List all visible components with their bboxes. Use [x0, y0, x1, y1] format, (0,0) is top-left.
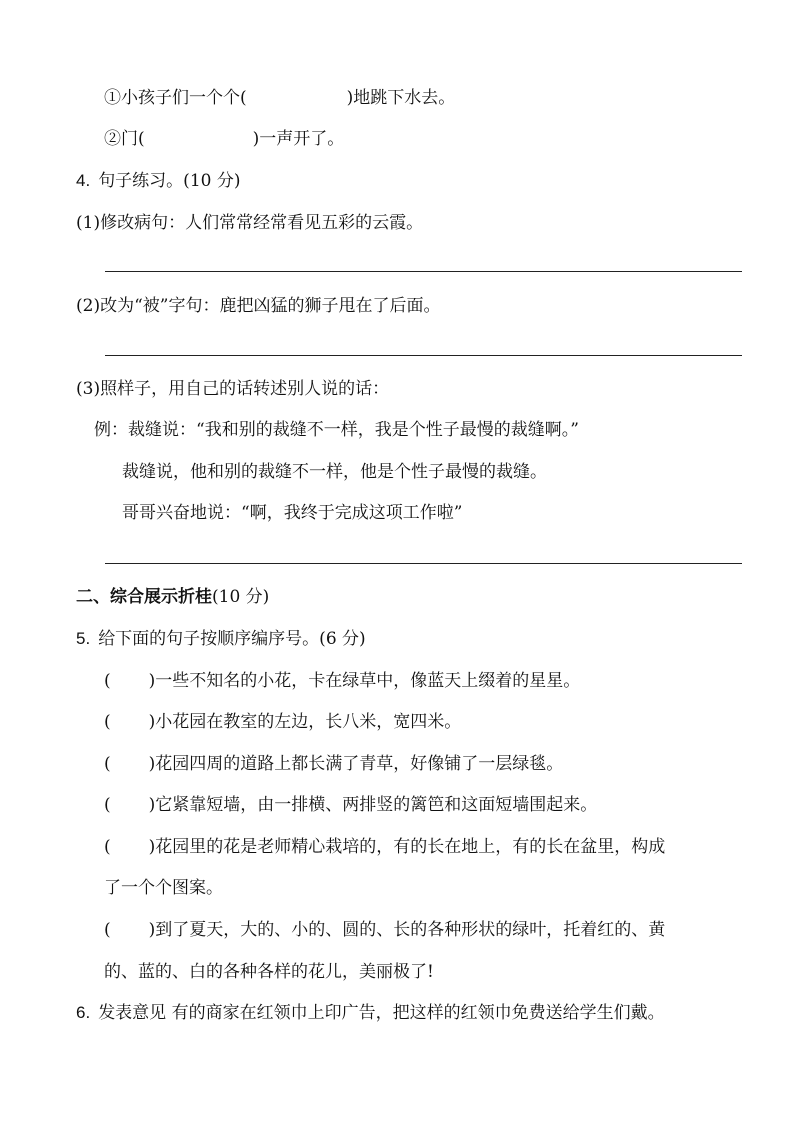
q5-item-4-open-paren: ( — [104, 795, 111, 815]
section-2-score: (10 分) — [212, 587, 270, 607]
q4-example: 例：裁缝说：“我和别的裁缝不一样，我是个性子最慢的裁缝啊。” — [94, 420, 579, 440]
q5-item-1 — [104, 670, 580, 692]
q5-title: 给下面的句子按顺序编序号。(6 分) — [98, 629, 366, 649]
q5-item-2-close-paren: ) — [148, 712, 156, 732]
q3-line-2-pre: ②门( — [104, 129, 145, 149]
q4-part3-answer-line[interactable] — [105, 563, 742, 564]
q4-part3: (3)照样子，用自己的话转述别人说的话： — [76, 379, 390, 399]
q4-part1-answer-line[interactable] — [105, 271, 742, 272]
q5-item-5-text: 花园里的花是老师精心栽培的，有的长在地上，有的长在盆里，构成 — [155, 837, 666, 857]
q3-line-1-pre: ①小孩子们一个个( — [104, 88, 247, 108]
q5-item-3-close-paren: ) — [148, 754, 156, 774]
q5-item-4-close-paren: ) — [148, 795, 156, 815]
section-2-title: 二、综合展示折桂 — [76, 587, 212, 607]
section-2-heading — [76, 586, 269, 608]
q4-number: 4. — [76, 171, 91, 190]
q5-item-3 — [104, 753, 563, 775]
q5-item-3-open-paren: ( — [104, 754, 111, 774]
q3-line-1-post: )地跳下水去。 — [346, 88, 456, 108]
q4-prompt: 哥哥兴奋地说：“啊，我终于完成这项工作啦” — [122, 503, 463, 523]
q5-item-2 — [104, 711, 461, 733]
q4-part2-answer-line[interactable] — [105, 355, 742, 356]
q5-heading — [76, 628, 366, 650]
q4-heading — [76, 170, 241, 192]
q5-item-5-continued: 了一个个图案。 — [104, 878, 223, 898]
q6 — [76, 1002, 665, 1024]
q5-item-1-close-paren: ) — [148, 671, 156, 691]
q5-item-5-open-paren: ( — [104, 837, 111, 857]
q4-part1: (1)修改病句：人们常常经常看见五彩的云霞。 — [76, 213, 424, 233]
q5-item-6 — [104, 919, 665, 941]
q6-number: 6. — [76, 1003, 91, 1022]
q5-item-4-text: 它紧靠短墙，由一排横、两排竖的篱笆和这面短墙围起来。 — [155, 795, 598, 815]
q6-text: 发表意见 有的商家在红领巾上印广告，把这样的红领巾免费送给学生们戴。 — [98, 1003, 665, 1023]
q5-item-6-continued: 的、蓝的、白的各种各样的花儿，美丽极了! — [104, 962, 434, 982]
q4-title: 句子练习。(10 分) — [98, 171, 241, 191]
q5-item-6-open-paren: ( — [104, 920, 111, 940]
q3-line-1 — [104, 87, 455, 109]
q3-line-2-post: )一声开了。 — [252, 129, 345, 149]
q3-line-2 — [104, 128, 344, 150]
q5-item-1-open-paren: ( — [104, 671, 111, 691]
q5-item-3-text: 花园四周的道路上都长满了青草，好像铺了一层绿毯。 — [155, 754, 564, 774]
q5-item-5-close-paren: ) — [148, 837, 156, 857]
q5-item-6-text: 到了夏天，大的、小的、圆的、长的各种形状的绿叶，托着红的、黄 — [155, 920, 666, 940]
q5-item-1-text: 一些不知名的小花，卡在绿草中，像蓝天上缀着的星星。 — [155, 671, 581, 691]
q5-item-2-open-paren: ( — [104, 712, 111, 732]
q5-item-2-text: 小花园在教室的左边，长八米，宽四米。 — [155, 712, 462, 732]
q5-item-4 — [104, 794, 597, 816]
q4-part2: (2)改为“被”字句：鹿把凶猛的狮子甩在了后面。 — [76, 296, 441, 316]
q5-item-5 — [104, 836, 665, 858]
q4-example-answer: 裁缝说，他和别的裁缝不一样，他是个性子最慢的裁缝。 — [122, 462, 547, 482]
q5-item-6-close-paren: ) — [148, 920, 156, 940]
q5-number: 5. — [76, 629, 91, 648]
